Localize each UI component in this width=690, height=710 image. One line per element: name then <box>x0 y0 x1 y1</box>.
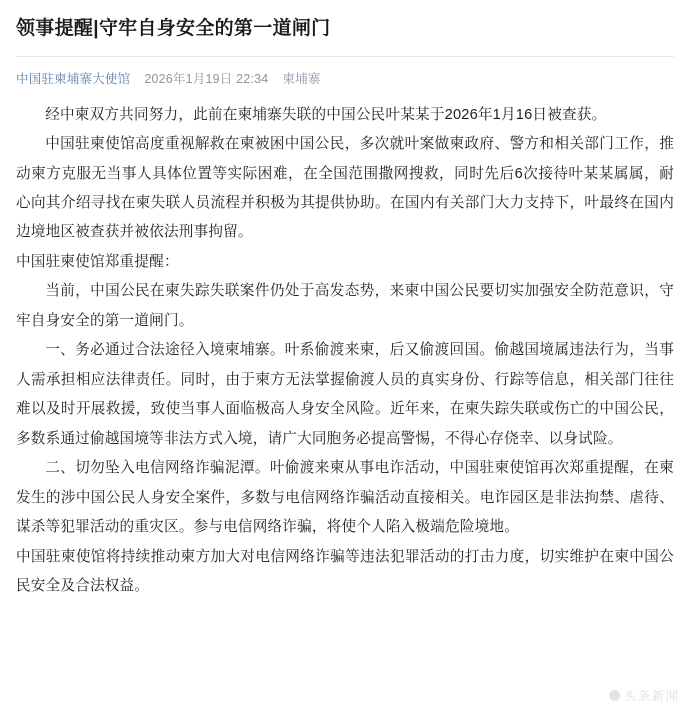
paragraph: 当前，中国公民在柬失踪失联案件仍处于高发态势，来柬中国公民要切实加强安全防范意识，守牢自身安全的第一道闸门。 <box>16 283 674 329</box>
title-divider <box>16 56 674 57</box>
paragraph: 中国驻柬使馆高度重视解救在柬被困中国公民，多次就叶案做柬政府、警方和相关部门工作，推动柬方克服无当事人具体位置等实际困难，在全国范围撒网搜救，同时先后6次接待叶某某属属，耐心向其介绍寻找在柬失联人员流程并积极为其提供协助。在国内有关部门大力支持下，叶最终在国内边境地区被查获并被依法刑事拘留。 <box>16 136 674 241</box>
paragraph: 经中柬双方共同努力，此前在柬埔寨失联的中国公民叶某某于2026年1月16日被查获。 <box>45 106 607 123</box>
page-title: 领事提醒|守牢自身安全的第一道闸门 <box>16 18 331 39</box>
paragraph: 一、务必通过合法途径入境柬埔寨。叶系偷渡来柬，后又偷渡回国。偷越国境属违法行为，当事人需承担相应法律责任。同时，由于柬方无法掌握偷渡人员的真实身份、行踪等信息，相关部门往往难以及时开展救援，致使当事人面临极高人身安全风险。近年来，在柬失踪失联或伤亡的中国公民，多数系通过偷越国境等非法方式入境，请广大同胞务必提高警惕，不得心存侥幸、以身试险。 <box>16 342 674 447</box>
article-date: 2026年1月19日 22:34 <box>144 71 269 86</box>
watermark-label: 头条新闻 <box>623 689 680 703</box>
article-meta <box>16 69 674 87</box>
paragraph: 中国驻柬使馆将持续推动柬方加大对电信网络诈骗等违法犯罪活动的打击力度，切实维护在柬中国公民安全及合法权益。 <box>16 548 674 595</box>
article-source[interactable]: 中国驻柬埔寨大使馆 <box>16 71 131 86</box>
article-body <box>16 101 674 602</box>
watermark-logo-icon <box>609 690 620 701</box>
paragraph: 二、切勿坠入电信网络诈骗泥潭。叶偷渡来柬从事电诈活动，中国驻柬使馆再次郑重提醒，在柬发生的涉中国公民人身安全案件，多数与电信网络诈骗活动直接相关。电诈园区是非法拘禁、虐待、谋杀等犯罪活动的重灾区。参与电信网络诈骗，将使个人陷入极端危险境地。 <box>16 460 674 536</box>
watermark <box>609 687 680 704</box>
article-location: 柬埔寨 <box>282 71 321 86</box>
paragraph: 中国驻柬使馆郑重提醒： <box>16 253 179 270</box>
